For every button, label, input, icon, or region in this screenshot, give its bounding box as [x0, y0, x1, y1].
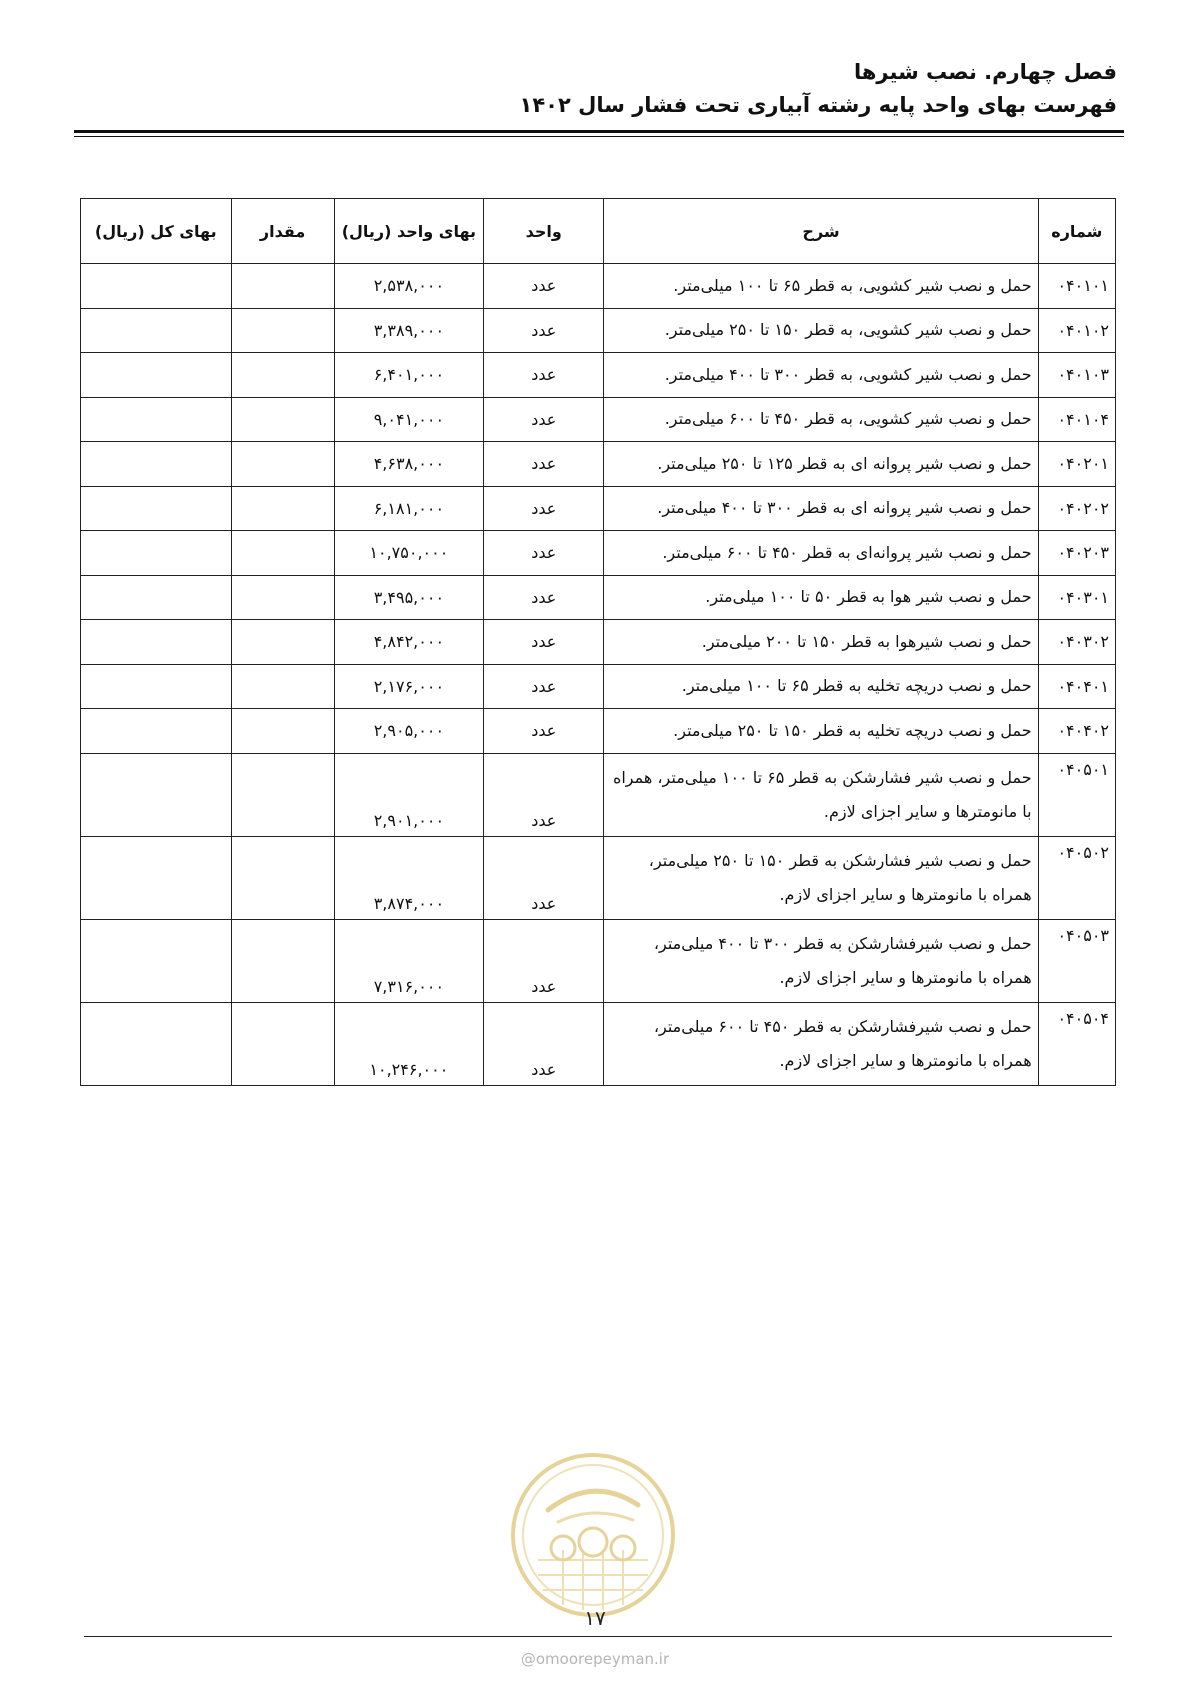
cell-total-price — [81, 709, 232, 754]
cell-quantity — [231, 620, 334, 665]
cell-quantity — [231, 836, 334, 919]
cell-unit: عدد — [484, 308, 604, 353]
price-table — [80, 198, 1116, 1086]
cell-quantity — [231, 1002, 334, 1085]
cell-total-price — [81, 486, 232, 531]
cell-quantity — [231, 919, 334, 1002]
table-row — [81, 664, 1116, 709]
cell-unit-price: ۷,۳۱۶,۰۰۰ — [334, 919, 483, 1002]
cell-quantity — [231, 353, 334, 398]
cell-unit: عدد — [484, 442, 604, 487]
col-header-unit: واحد — [484, 199, 604, 264]
cell-unit-price: ۲,۹۰۱,۰۰۰ — [334, 753, 483, 836]
col-header-unit-price: بهای واحد (ریال) — [334, 199, 483, 264]
table-body — [81, 264, 1116, 1086]
cell-total-price — [81, 531, 232, 576]
cell-quantity — [231, 709, 334, 754]
cell-unit: عدد — [484, 1002, 604, 1085]
cell-unit-price: ۱۰,۷۵۰,۰۰۰ — [334, 531, 483, 576]
cell-code: ۰۴۰۱۰۴ — [1038, 397, 1115, 442]
cell-description: حمل و نصب شیر فشارشکن به قطر ۶۵ تا ۱۰۰ میلی‌متر، همراه با مانومترها و سایر اجزای لازم. — [604, 753, 1038, 836]
cell-total-price — [81, 620, 232, 665]
cell-unit: عدد — [484, 709, 604, 754]
cell-code: ۰۴۰۳۰۲ — [1038, 620, 1115, 665]
cell-code: ۰۴۰۱۰۳ — [1038, 353, 1115, 398]
cell-unit-price: ۲,۹۰۵,۰۰۰ — [334, 709, 483, 754]
watermark-logo — [508, 1450, 678, 1620]
cell-quantity — [231, 308, 334, 353]
cell-description: حمل و نصب شیر پروانه ای به قطر ۱۲۵ تا ۲۵۰ میلی‌متر. — [604, 442, 1038, 487]
table-row — [81, 486, 1116, 531]
cell-total-price — [81, 353, 232, 398]
cell-unit-price: ۶,۱۸۱,۰۰۰ — [334, 486, 483, 531]
cell-description: حمل و نصب شیر هوا به قطر ۵۰ تا ۱۰۰ میلی‌متر. — [604, 575, 1038, 620]
cell-quantity — [231, 397, 334, 442]
table-row — [81, 397, 1116, 442]
col-header-description: شرح — [604, 199, 1038, 264]
cell-unit: عدد — [484, 397, 604, 442]
cell-unit: عدد — [484, 353, 604, 398]
cell-unit-price: ۳,۴۹۵,۰۰۰ — [334, 575, 483, 620]
header-divider-thin — [74, 136, 1124, 137]
cell-code: ۰۴۰۵۰۳ — [1038, 919, 1115, 1002]
table-row — [81, 709, 1116, 754]
col-header-total-price: بهای کل (ریال) — [81, 199, 232, 264]
cell-unit-price: ۴,۶۳۸,۰۰۰ — [334, 442, 483, 487]
table-header-row — [81, 199, 1116, 264]
cell-unit: عدد — [484, 664, 604, 709]
cell-description: حمل و نصب شیرفشارشکن به قطر ۳۰۰ تا ۴۰۰ میلی‌متر، همراه با مانومترها و سایر اجزای لازم. — [604, 919, 1038, 1002]
table-row — [81, 1002, 1116, 1085]
cell-code: ۰۴۰۵۰۲ — [1038, 836, 1115, 919]
header-divider — [74, 130, 1124, 133]
cell-quantity — [231, 442, 334, 487]
cell-code: ۰۴۰۲۰۳ — [1038, 531, 1115, 576]
cell-unit-price: ۲,۱۷۶,۰۰۰ — [334, 664, 483, 709]
cell-unit-price: ۳,۳۸۹,۰۰۰ — [334, 308, 483, 353]
cell-description: حمل و نصب شیر فشارشکن به قطر ۱۵۰ تا ۲۵۰ میلی‌متر، همراه با مانومترها و سایر اجزای لازم. — [604, 836, 1038, 919]
cell-description: حمل و نصب شیرفشارشکن به قطر ۴۵۰ تا ۶۰۰ میلی‌متر، همراه با مانومترها و سایر اجزای لازم. — [604, 1002, 1038, 1085]
cell-description: حمل و نصب دریچه تخلیه به قطر ۶۵ تا ۱۰۰ میلی‌متر. — [604, 664, 1038, 709]
table-row — [81, 264, 1116, 309]
cell-quantity — [231, 531, 334, 576]
cell-unit-price: ۹,۰۴۱,۰۰۰ — [334, 397, 483, 442]
cell-total-price — [81, 753, 232, 836]
cell-description: حمل و نصب شیر کشویی، به قطر ۱۵۰ تا ۲۵۰ میلی‌متر. — [604, 308, 1038, 353]
cell-total-price — [81, 919, 232, 1002]
cell-code: ۰۴۰۱۰۲ — [1038, 308, 1115, 353]
table-row — [81, 442, 1116, 487]
table-row — [81, 836, 1116, 919]
table-row — [81, 353, 1116, 398]
chapter-title: فصل چهارم. نصب شیرها — [853, 60, 1117, 84]
cell-code: ۰۴۰۵۰۱ — [1038, 753, 1115, 836]
cell-unit: عدد — [484, 264, 604, 309]
cell-quantity — [231, 664, 334, 709]
document-title: فهرست بهای واحد پایه رشته آبیاری تحت فشار سال ۱۴۰۲ — [519, 93, 1117, 117]
cell-unit-price: ۴,۸۴۲,۰۰۰ — [334, 620, 483, 665]
cell-code: ۰۴۰۴۰۱ — [1038, 664, 1115, 709]
col-header-code: شماره — [1038, 199, 1115, 264]
cell-quantity — [231, 264, 334, 309]
table-row — [81, 575, 1116, 620]
cell-unit: عدد — [484, 531, 604, 576]
cell-code: ۰۴۰۴۰۲ — [1038, 709, 1115, 754]
table-row — [81, 753, 1116, 836]
cell-description: حمل و نصب دریچه تخلیه به قطر ۱۵۰ تا ۲۵۰ میلی‌متر. — [604, 709, 1038, 754]
cell-unit: عدد — [484, 836, 604, 919]
table-row — [81, 620, 1116, 665]
table-row — [81, 919, 1116, 1002]
col-header-quantity: مقدار — [231, 199, 334, 264]
table-row — [81, 531, 1116, 576]
table-row — [81, 308, 1116, 353]
cell-description: حمل و نصب شیرهوا به قطر ۱۵۰ تا ۲۰۰ میلی‌متر. — [604, 620, 1038, 665]
cell-description: حمل و نصب شیر پروانه ای به قطر ۳۰۰ تا ۴۰۰ میلی‌متر. — [604, 486, 1038, 531]
cell-total-price — [81, 308, 232, 353]
page-number: ۱۷ — [584, 1606, 606, 1630]
cell-total-price — [81, 1002, 232, 1085]
page-header — [67, 58, 1117, 120]
cell-unit-price: ۲,۵۳۸,۰۰۰ — [334, 264, 483, 309]
cell-unit: عدد — [484, 486, 604, 531]
cell-total-price — [81, 836, 232, 919]
cell-code: ۰۴۰۱۰۱ — [1038, 264, 1115, 309]
cell-unit: عدد — [484, 575, 604, 620]
cell-description: حمل و نصب شیر کشویی، به قطر ۳۰۰ تا ۴۰۰ میلی‌متر. — [604, 353, 1038, 398]
cell-total-price — [81, 397, 232, 442]
cell-code: ۰۴۰۲۰۱ — [1038, 442, 1115, 487]
cell-code: ۰۴۰۵۰۴ — [1038, 1002, 1115, 1085]
cell-unit: عدد — [484, 620, 604, 665]
cell-description: حمل و نصب شیر کشویی، به قطر ۶۵ تا ۱۰۰ میلی‌متر. — [604, 264, 1038, 309]
cell-description: حمل و نصب شیر کشویی، به قطر ۴۵۰ تا ۶۰۰ میلی‌متر. — [604, 397, 1038, 442]
cell-unit-price: ۶,۴۰۱,۰۰۰ — [334, 353, 483, 398]
cell-unit-price: ۳,۸۷۴,۰۰۰ — [334, 836, 483, 919]
cell-total-price — [81, 575, 232, 620]
cell-description: حمل و نصب شیر پروانه‌ای به قطر ۴۵۰ تا ۶۰۰ میلی‌متر. — [604, 531, 1038, 576]
cell-unit: عدد — [484, 753, 604, 836]
cell-quantity — [231, 753, 334, 836]
cell-total-price — [81, 264, 232, 309]
cell-code: ۰۴۰۲۰۲ — [1038, 486, 1115, 531]
cell-quantity — [231, 575, 334, 620]
cell-total-price — [81, 442, 232, 487]
cell-total-price — [81, 664, 232, 709]
cell-code: ۰۴۰۳۰۱ — [1038, 575, 1115, 620]
website-link[interactable]: @omoorepeyman.ir — [520, 1650, 670, 1668]
footer-divider — [84, 1636, 1112, 1637]
cell-quantity — [231, 486, 334, 531]
cell-unit: عدد — [484, 919, 604, 1002]
cell-unit-price: ۱۰,۲۴۶,۰۰۰ — [334, 1002, 483, 1085]
